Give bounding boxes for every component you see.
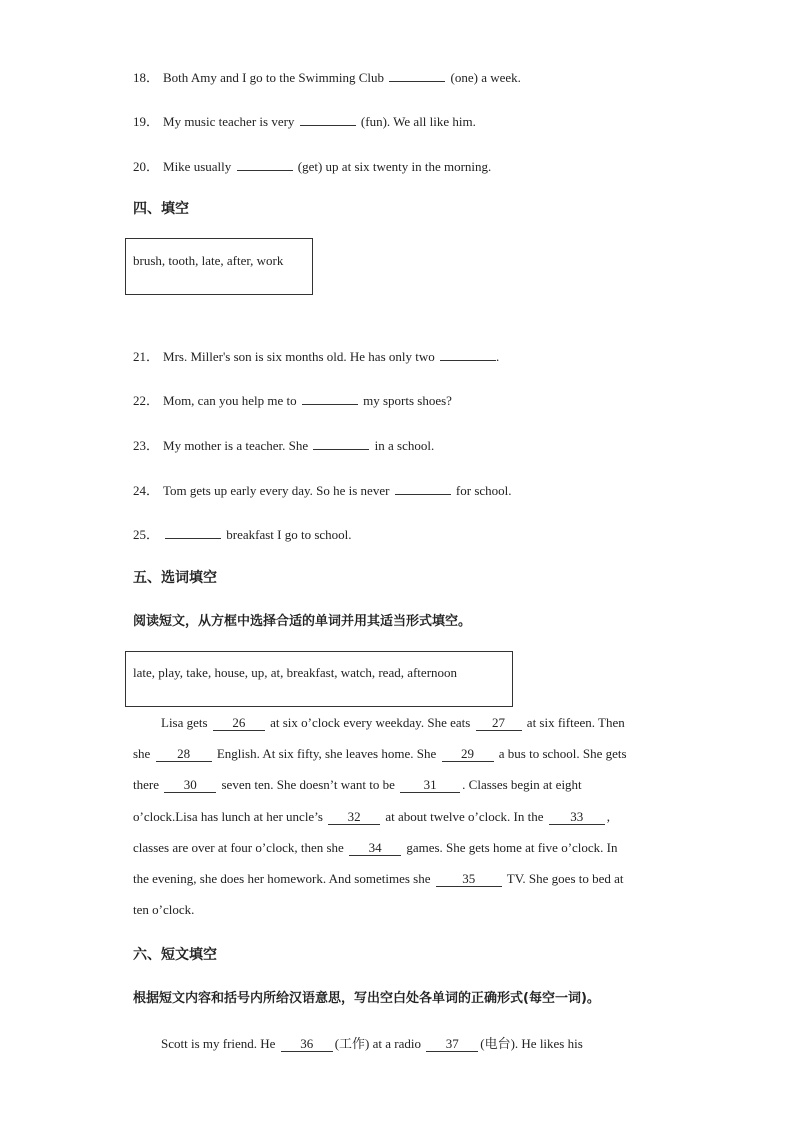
passage-line-1	[161, 715, 625, 731]
question-number: 18．	[133, 70, 160, 85]
section-6-instruction: 根据短文内容和括号内所给汉语意思，写出空白处各单词的正确形式(每空一词)。	[133, 991, 600, 1006]
question-text-end: breakfast I go to school.	[226, 527, 352, 542]
passage-line-5	[133, 840, 618, 856]
passage-line-4	[133, 809, 610, 825]
section-4-title: 四、填空	[133, 201, 189, 217]
question-23	[133, 436, 434, 454]
question-hint: (get) up at six twenty in the morning.	[297, 159, 492, 174]
answer-blank[interactable]	[302, 391, 358, 405]
passage-text: she	[133, 746, 151, 761]
question-19	[133, 112, 476, 130]
question-text-end: for school.	[455, 483, 512, 498]
question-21	[133, 347, 499, 365]
question-22	[133, 391, 452, 409]
blank-34[interactable]: 34	[349, 841, 401, 856]
passage-text: Lisa gets	[161, 715, 208, 730]
passage-text: (电台). He likes his	[480, 1036, 583, 1051]
word-box-text: brush, tooth, late, after, work	[133, 253, 284, 268]
question-24	[133, 481, 512, 499]
blank-28[interactable]: 28	[156, 747, 212, 762]
answer-blank[interactable]	[440, 347, 496, 361]
blank-33[interactable]: 33	[549, 810, 605, 825]
blank-29[interactable]: 29	[442, 747, 494, 762]
passage-text: TV. She goes to bed at	[506, 871, 624, 886]
passage-text: at about twelve o’clock. In the	[385, 809, 544, 824]
blank-27[interactable]: 27	[476, 716, 522, 731]
question-text-end: in a school.	[374, 438, 435, 453]
blank-30[interactable]: 30	[164, 778, 216, 793]
passage-line-6	[133, 871, 624, 887]
passage-text: (工作) at a radio	[334, 1036, 421, 1051]
question-number: 25．	[133, 527, 160, 542]
question-text-end: .	[496, 349, 500, 364]
question-text: Tom gets up early every day. So he is never	[163, 483, 390, 498]
passage-text: the evening, she does her homework. And sometimes she	[133, 871, 431, 886]
question-text: My mother is a teacher. She	[163, 438, 309, 453]
answer-blank[interactable]	[165, 525, 221, 539]
passage-line-3	[133, 777, 582, 793]
passage-6-line-1	[161, 1036, 583, 1052]
answer-blank[interactable]	[300, 112, 356, 126]
blank-37[interactable]: 37	[426, 1037, 478, 1052]
question-18	[133, 68, 521, 86]
answer-blank[interactable]	[395, 481, 451, 495]
question-number: 20．	[133, 159, 160, 174]
word-box-section-5	[125, 651, 513, 707]
passage-text: . Classes begin at eight	[462, 777, 582, 792]
section-5-instruction: 阅读短文，从方框中选择合适的单词并用其适当形式填空。	[133, 614, 472, 629]
passage-text: there	[133, 777, 159, 792]
passage-text: at six fifteen. Then	[526, 715, 625, 730]
answer-blank[interactable]	[389, 68, 445, 82]
section-5-title: 五、选词填空	[133, 570, 217, 586]
word-box-section-4	[125, 238, 313, 295]
passage-text: seven ten. She doesn’t want to be	[221, 777, 395, 792]
question-text: Both Amy and I go to the Swimming Club	[163, 70, 385, 85]
passage-text: ,	[606, 809, 610, 824]
question-25	[133, 525, 352, 543]
passage-text: English. At six fifty, she leaves home. She	[216, 746, 437, 761]
blank-32[interactable]: 32	[328, 810, 380, 825]
section-6-title: 六、短文填空	[133, 947, 217, 963]
blank-36[interactable]: 36	[281, 1037, 333, 1052]
question-number: 23．	[133, 438, 160, 453]
passage-line-7	[133, 902, 194, 918]
question-text: Mrs. Miller's son is six months old. He has only two	[163, 349, 435, 364]
passage-text: classes are over at four o’clock, then she	[133, 840, 344, 855]
question-number: 24．	[133, 483, 160, 498]
word-box-text: late, play, take, house, up, at, breakfast, watch, read, afternoon	[133, 665, 458, 680]
passage-text: Scott is my friend. He	[161, 1036, 276, 1051]
question-number: 21．	[133, 349, 160, 364]
passage-text: a bus to school. She gets	[498, 746, 627, 761]
question-number: 22．	[133, 393, 160, 408]
blank-31[interactable]: 31	[400, 778, 460, 793]
question-text-end: my sports shoes?	[363, 393, 452, 408]
question-text: Mom, can you help me to	[163, 393, 297, 408]
passage-text: at six o’clock every weekday. She eats	[270, 715, 471, 730]
blank-35[interactable]: 35	[436, 872, 502, 887]
question-number: 19．	[133, 114, 160, 129]
passage-text: o’clock.Lisa has lunch at her uncle’s	[133, 809, 323, 824]
question-text: Mike usually	[163, 159, 232, 174]
blank-26[interactable]: 26	[213, 716, 265, 731]
question-hint: (one) a week.	[450, 70, 521, 85]
question-20	[133, 157, 491, 175]
answer-blank[interactable]	[237, 157, 293, 171]
answer-blank[interactable]	[313, 436, 369, 450]
passage-line-2	[133, 746, 627, 762]
question-hint: (fun). We all like him.	[360, 114, 476, 129]
passage-text: games. She gets home at five o’clock. In	[406, 840, 618, 855]
question-text: My music teacher is very	[163, 114, 295, 129]
passage-text: ten o’clock.	[133, 902, 195, 917]
